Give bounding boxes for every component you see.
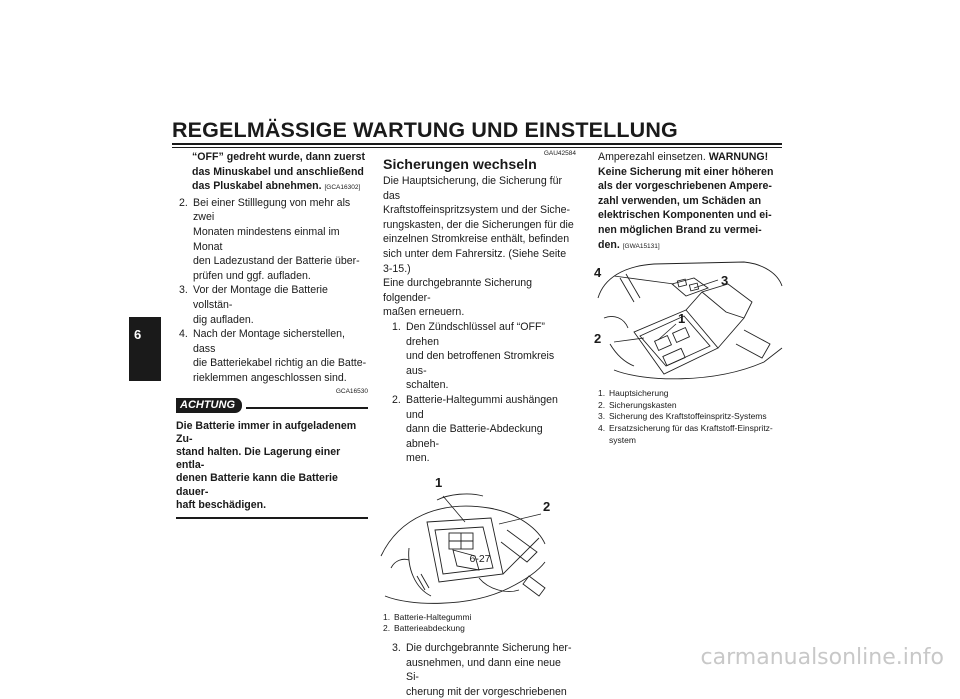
list-number: 4.	[179, 328, 188, 341]
legend-text: system	[609, 434, 636, 445]
legend-text: Ersatzsicherung für das Kraftstoff-Einspritz-	[609, 422, 773, 433]
callout-label: 2	[594, 331, 602, 347]
text-line	[192, 179, 368, 196]
page-number: 6-27	[469, 553, 491, 565]
text-line: nen möglichen Brand zu vermei-	[598, 223, 762, 236]
text-line: haft beschädigen.	[176, 498, 267, 511]
text-line: einzelnen Stromkreise enthält, befinden	[383, 233, 570, 246]
text-line	[598, 150, 786, 165]
column-middle	[383, 150, 576, 699]
text-line-part: den.	[598, 238, 620, 251]
battery-cover-illustration	[379, 474, 551, 610]
legend-number: 1.	[598, 388, 606, 399]
list-number: 2.	[179, 196, 188, 209]
legend-item	[598, 411, 786, 423]
section-title: Sicherungen wechseln	[383, 157, 537, 173]
notice-header	[176, 398, 368, 417]
text-line: men.	[406, 452, 430, 465]
list-number: 3.	[392, 642, 401, 655]
text-line: den Ladezustand der Batterie über-	[193, 255, 360, 268]
figure-legend	[383, 612, 576, 635]
list-item	[176, 327, 368, 385]
warning-label: WARNUNG!	[708, 151, 769, 163]
legend-item	[598, 400, 786, 412]
list-number: 1.	[392, 320, 401, 333]
callout-label: 3	[721, 273, 729, 289]
text-line: Kraftstoffeinspritzsystem und der Siche-	[383, 204, 571, 217]
battery-drawing	[379, 474, 549, 610]
legend-number: 3.	[598, 411, 606, 422]
text-line: ausnehmen, und dann eine neue Si-	[406, 656, 561, 684]
text-line: stand halten. Die Lagerung einer entla-	[176, 445, 341, 472]
reference-code: GCA16530	[335, 387, 368, 395]
text-line: “OFF” gedreht wurde, dann zuerst	[192, 151, 366, 163]
text-line: Den Zündschlüssel auf “OFF” drehen	[406, 320, 545, 348]
legend-number: 2.	[598, 399, 606, 410]
text-line: Batterie-Haltegummi aushängen und	[406, 393, 558, 421]
fuse-drawing	[594, 258, 784, 386]
text-line: rungskasten, der die Sicherungen für die	[383, 218, 574, 231]
callout-label: 1	[678, 311, 686, 327]
text-line: Nach der Montage sicherstellen, dass	[193, 328, 345, 355]
legend-number: 1.	[383, 611, 391, 622]
text-line: Bei einer Stilllegung von mehr als zwei	[193, 196, 351, 224]
list-item	[176, 196, 368, 284]
text-line: Die Hauptsicherung, die Sicherung für das	[383, 175, 563, 202]
text-line: dann die Batterie-Abdeckung abneh-	[406, 423, 543, 450]
text-line: als der vorgeschriebenen Ampere-	[598, 180, 772, 193]
legend-number: 2.	[383, 623, 391, 634]
title-rule-thin	[172, 147, 782, 148]
legend-text: Sicherungskasten	[609, 399, 677, 410]
notice-label: ACHTUNG	[176, 398, 242, 413]
text-line: elektrischen Komponenten und ei-	[598, 209, 772, 222]
text-line: das Minuskabel und anschließend	[192, 165, 364, 178]
notice-rule	[246, 407, 368, 409]
chapter-tab	[129, 317, 161, 381]
list-item	[383, 320, 576, 393]
list-item	[383, 641, 576, 699]
text-line: Monaten mindestens einmal im Monat	[193, 225, 340, 253]
figure-legend	[598, 388, 786, 446]
intro-text	[176, 150, 368, 196]
callout-label: 1	[435, 474, 443, 490]
callout-label: 4	[594, 265, 602, 281]
text-line: prüfen und ggf. aufladen.	[193, 269, 311, 282]
reference-code: GAU42584	[543, 150, 576, 157]
text-line: und den betroffenen Stromkreis aus-	[406, 350, 555, 377]
title-rule	[172, 143, 782, 145]
legend-item	[383, 623, 576, 635]
text-line: Eine durchgebrannte Sicherung folgender-	[383, 277, 533, 304]
list-number: 2.	[392, 393, 401, 406]
legend-item	[598, 423, 786, 435]
text-line-part: das Pluskabel abnehmen.	[192, 180, 322, 193]
text-line	[598, 238, 786, 255]
notice-text	[176, 417, 368, 519]
reference-code: [GWA15131]	[622, 242, 660, 250]
text-line: cherung mit der vorgeschriebenen	[406, 685, 567, 698]
legend-item	[598, 435, 786, 447]
legend-item	[598, 388, 786, 400]
text-line: rieklemmen angeschlossen sind.	[193, 371, 347, 384]
warning-text	[598, 165, 786, 255]
list-item	[383, 393, 576, 466]
text-line: 3-15.)	[383, 262, 411, 275]
text-line: Vor der Montage die Batterie vollstän-	[193, 284, 328, 311]
text-line: dig aufladen.	[193, 313, 254, 326]
legend-number: 4.	[598, 422, 606, 433]
legend-text: Hauptsicherung	[609, 388, 669, 399]
text-line: schalten.	[406, 379, 449, 392]
text-line: zahl verwenden, um Schäden an	[598, 194, 762, 207]
text-line: sich unter dem Fahrersitz. (Siehe Seite	[383, 247, 567, 260]
text-line-part: Amperezahl einsetzen.	[598, 151, 706, 163]
legend-item	[383, 612, 576, 624]
callout-label: 2	[543, 498, 551, 514]
text-line: Die durchgebrannte Sicherung her-	[406, 642, 572, 655]
column-right	[594, 150, 786, 446]
legend-text: Batterieabdeckung	[394, 623, 465, 634]
chapter-number: 6	[134, 327, 142, 342]
text-line: Die Batterie immer in aufgeladenem Zu-	[176, 419, 357, 445]
reference-code: [GCA16302]	[324, 184, 361, 192]
page-title: REGELMÄSSIGE WARTUNG UND EINSTELLUNG	[172, 118, 678, 142]
text-line: maßen erneuern.	[383, 306, 465, 319]
watermark: carmanualsonline.info	[700, 645, 944, 670]
column-left	[176, 150, 368, 519]
body-paragraph	[383, 174, 576, 320]
list-number: 3.	[179, 284, 188, 297]
text-line: denen Batterie kann die Batterie dauer-	[176, 472, 338, 498]
text-line: Keine Sicherung mit einer höheren	[598, 165, 774, 178]
legend-text: Batterie-Haltegummi	[394, 611, 472, 622]
legend-text: Sicherung des Kraftstoffeinspritz-Systems	[609, 411, 767, 422]
fuse-box-illustration	[594, 258, 784, 386]
text-line: die Batteriekabel richtig an die Batte-	[193, 357, 367, 370]
list-item	[176, 283, 368, 327]
